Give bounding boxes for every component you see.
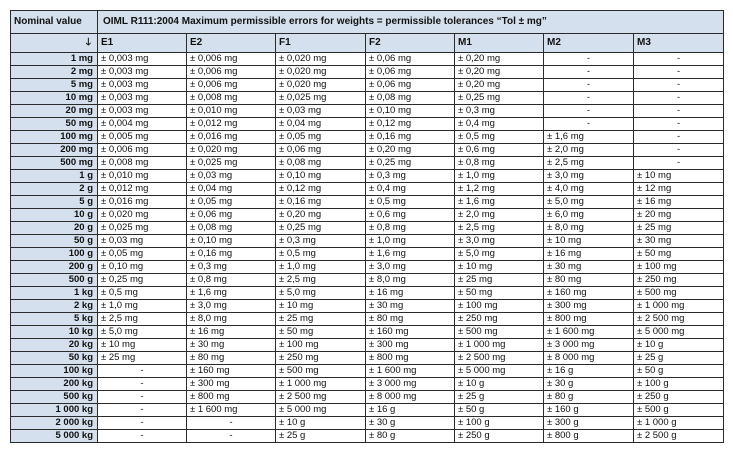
table-row [11,300,724,313]
tolerance-cell: ± 0,10 mg [276,170,366,183]
tolerance-cell: ± 2,0 mg [544,144,634,157]
tolerance-cell: ± 0,025 mg [98,222,187,235]
tolerance-cell: ± 20 mg [634,209,724,222]
tolerance-cell: ± 0,4 mg [366,183,455,196]
tolerance-cell: - [634,131,724,144]
tolerance-cell: - [544,66,634,79]
tolerance-cell: ± 10 mg [634,170,724,183]
tolerance-cell: ± 0,003 mg [98,66,187,79]
tolerance-cell: ± 0,003 mg [98,92,187,105]
tolerance-cell: ± 30 g [544,378,634,391]
table-row [11,261,724,274]
tolerance-table [10,10,724,443]
tolerance-cell: ± 160 mg [187,365,276,378]
tolerance-cell: ± 80 mg [187,352,276,365]
tolerance-cell: - [634,53,724,66]
table-row [11,209,724,222]
tolerance-cell: ± 2,5 mg [98,313,187,326]
table-row [11,53,724,66]
tolerance-cell: ± 5 000 mg [634,326,724,339]
tolerance-cell: ± 10 mg [98,339,187,352]
tolerance-cell: ± 0,20 mg [366,144,455,157]
tolerance-cell: ± 0,8 mg [366,222,455,235]
tolerance-cell: - [634,92,724,105]
nominal-value-cell: 20 mg [11,105,98,118]
table-row [11,313,724,326]
tolerance-table-container [10,10,724,443]
nominal-value-cell: 2 g [11,183,98,196]
nominal-value-cell: 100 g [11,248,98,261]
class-header-e2: E2 [187,34,276,53]
tolerance-cell: ± 10 mg [544,235,634,248]
table-row [11,118,724,131]
tolerance-cell: ± 2,5 mg [276,274,366,287]
tolerance-cell: - [544,105,634,118]
tolerance-cell: ± 0,05 mg [276,131,366,144]
tolerance-cell: ± 0,006 mg [187,79,276,92]
tolerance-cell: ± 0,16 mg [276,196,366,209]
tolerance-cell: ± 8 000 mg [366,391,455,404]
tolerance-cell: ± 0,03 mg [187,170,276,183]
tolerance-cell: ± 10 mg [276,300,366,313]
tolerance-cell: - [187,417,276,430]
tolerance-cell: ± 12 mg [634,183,724,196]
tolerance-cell: ± 0,16 mg [187,248,276,261]
tolerance-cell: ± 8,0 mg [187,313,276,326]
tolerance-cell: ± 25 g [276,430,366,443]
tolerance-cell: ± 300 mg [544,300,634,313]
nominal-value-cell: 100 kg [11,365,98,378]
table-row [11,183,724,196]
tolerance-cell: ± 0,003 mg [98,53,187,66]
tolerance-cell: ± 2,5 mg [544,157,634,170]
tolerance-cell: ± 2 500 mg [276,391,366,404]
tolerance-cell: ± 3,0 mg [544,170,634,183]
tolerance-cell: ± 1,6 mg [455,196,544,209]
class-header-m3: M3 [634,34,724,53]
tolerance-cell: ± 0,05 mg [187,196,276,209]
tolerance-cell: ± 500 mg [634,287,724,300]
tolerance-cell: ± 0,16 mg [366,131,455,144]
tolerance-cell: ± 800 mg [544,313,634,326]
tolerance-cell: ± 0,5 mg [98,287,187,300]
tolerance-cell: ± 0,5 mg [455,131,544,144]
tolerance-cell: ± 0,003 mg [98,105,187,118]
table-row [11,404,724,417]
table-row [11,326,724,339]
tolerance-cell: ± 16 mg [544,248,634,261]
tolerance-cell: ± 25 g [634,352,724,365]
table-row [11,378,724,391]
tolerance-cell: ± 800 mg [366,352,455,365]
tolerance-cell: ± 0,25 mg [366,157,455,170]
tolerance-cell: ± 0,08 mg [276,157,366,170]
tolerance-cell: ± 0,04 mg [187,183,276,196]
tolerance-cell: - [98,417,187,430]
table-title-row [11,11,724,34]
tolerance-cell: ± 10 g [634,339,724,352]
tolerance-cell: ± 160 mg [544,287,634,300]
table-row [11,417,724,430]
tolerance-cell: ± 0,5 mg [366,196,455,209]
tolerance-cell: ± 2,0 mg [455,209,544,222]
tolerance-cell: - [634,144,724,157]
tolerance-cell: ± 6,0 mg [544,209,634,222]
table-row [11,274,724,287]
tolerance-cell: ± 30 g [366,417,455,430]
tolerance-cell: ± 8,0 mg [366,274,455,287]
table-row [11,352,724,365]
tolerance-cell: ± 5,0 mg [455,248,544,261]
nominal-value-cell: 50 kg [11,352,98,365]
tolerance-cell: ± 0,8 mg [455,157,544,170]
tolerance-cell: ± 50 mg [634,248,724,261]
class-header-f1: F1 [276,34,366,53]
tolerance-cell: ± 1,0 mg [455,170,544,183]
table-row [11,196,724,209]
table-row [11,339,724,352]
tolerance-cell: - [544,53,634,66]
tolerance-cell: ± 0,10 mg [187,235,276,248]
tolerance-cell: ± 0,020 mg [276,66,366,79]
tolerance-cell: ± 160 g [544,404,634,417]
tolerance-cell: ± 16 mg [366,287,455,300]
nominal-value-cell: 20 kg [11,339,98,352]
tolerance-cell: ± 300 mg [366,339,455,352]
tolerance-cell: ± 3,0 mg [366,261,455,274]
table-row [11,105,724,118]
table-row [11,391,724,404]
tolerance-cell: ± 800 mg [187,391,276,404]
tolerance-cell: - [634,105,724,118]
tolerance-cell: ± 0,20 mg [455,66,544,79]
table-body [11,53,724,443]
tolerance-cell: - [634,157,724,170]
tolerance-cell: ± 3 000 mg [544,339,634,352]
tolerance-cell: ± 0,008 mg [187,92,276,105]
nominal-value-cell: 2 mg [11,66,98,79]
tolerance-cell: ± 1,6 mg [187,287,276,300]
tolerance-cell: ± 0,020 mg [98,209,187,222]
tolerance-cell: ± 0,25 mg [455,92,544,105]
nominal-value-cell: 100 mg [11,131,98,144]
tolerance-cell: ± 500 mg [455,326,544,339]
tolerance-cell: ± 2 500 g [634,430,724,443]
tolerance-cell: ± 250 mg [455,313,544,326]
class-header-m2: M2 [544,34,634,53]
tolerance-cell: ± 1 000 mg [455,339,544,352]
tolerance-cell: ± 0,012 mg [187,118,276,131]
tolerance-cell: ± 0,5 mg [276,248,366,261]
table-row [11,222,724,235]
tolerance-cell: ± 500 g [634,404,724,417]
tolerance-cell: - [98,391,187,404]
tolerance-cell: ± 0,004 mg [98,118,187,131]
nominal-value-cell: 5 000 kg [11,430,98,443]
nominal-value-cell: 1 mg [11,53,98,66]
tolerance-cell: ± 1 600 mg [187,404,276,417]
arrow-down-icon: 🡓 [11,34,98,53]
tolerance-cell: - [634,66,724,79]
tolerance-cell: ± 5,0 mg [98,326,187,339]
tolerance-cell: ± 1,6 mg [366,248,455,261]
table-row [11,79,724,92]
tolerance-cell: ± 30 mg [634,235,724,248]
tolerance-cell: ± 300 g [544,417,634,430]
nominal-value-cell: 1 g [11,170,98,183]
tolerance-cell: ± 0,05 mg [98,248,187,261]
tolerance-cell: ± 250 g [455,430,544,443]
tolerance-cell: ± 0,025 mg [187,157,276,170]
tolerance-cell: - [544,92,634,105]
table-row [11,430,724,443]
tolerance-cell: ± 80 g [366,430,455,443]
tolerance-cell: ± 1 000 mg [276,378,366,391]
tolerance-cell: ± 1 000 mg [634,300,724,313]
accuracy-class-header-row [11,34,724,53]
tolerance-cell: ± 0,006 mg [187,53,276,66]
tolerance-cell: ± 0,03 mg [98,235,187,248]
nominal-value-cell: 200 g [11,261,98,274]
tolerance-cell: - [544,79,634,92]
tolerance-cell: ± 0,010 mg [187,105,276,118]
tolerance-cell: ± 8 000 mg [544,352,634,365]
tolerance-cell: - [634,118,724,131]
tolerance-cell: ± 5,0 mg [544,196,634,209]
nominal-value-cell: 1 000 kg [11,404,98,417]
tolerance-cell: ± 0,020 mg [276,53,366,66]
nominal-value-header: Nominal value [11,11,98,34]
tolerance-cell: ± 50 mg [455,287,544,300]
table-row [11,157,724,170]
tolerance-cell: - [98,404,187,417]
tolerance-cell: ± 1,0 mg [276,261,366,274]
tolerance-cell: ± 2,5 mg [455,222,544,235]
table-row [11,170,724,183]
table-row [11,144,724,157]
tolerance-cell: ± 1,6 mg [544,131,634,144]
tolerance-cell: ± 0,25 mg [276,222,366,235]
nominal-value-cell: 10 g [11,209,98,222]
table-row [11,287,724,300]
tolerance-cell: ± 10 g [276,417,366,430]
tolerance-cell: ± 1,0 mg [98,300,187,313]
tolerance-cell: - [544,118,634,131]
class-header-f2: F2 [366,34,455,53]
tolerance-cell: ± 30 mg [544,261,634,274]
tolerance-cell: ± 2 500 mg [634,313,724,326]
tolerance-cell: ± 0,3 mg [276,235,366,248]
tolerance-cell: - [187,430,276,443]
table-row [11,235,724,248]
tolerance-cell: ± 0,10 mg [366,105,455,118]
tolerance-cell: ± 0,12 mg [366,118,455,131]
tolerance-cell: ± 8,0 mg [544,222,634,235]
table-row [11,365,724,378]
tolerance-cell: ± 0,25 mg [98,274,187,287]
tolerance-cell: ± 16 g [544,365,634,378]
nominal-value-cell: 50 g [11,235,98,248]
tolerance-cell: ± 0,003 mg [98,79,187,92]
tolerance-cell: ± 160 mg [366,326,455,339]
tolerance-cell: ± 0,6 mg [455,144,544,157]
tolerance-cell: ± 5 000 mg [276,404,366,417]
tolerance-cell: ± 5,0 mg [276,287,366,300]
tolerance-cell: ± 0,12 mg [276,183,366,196]
tolerance-cell: ± 25 mg [98,352,187,365]
tolerance-cell: ± 0,08 mg [187,222,276,235]
table-row [11,131,724,144]
tolerance-cell: ± 800 g [544,430,634,443]
tolerance-cell: ± 250 g [634,391,724,404]
nominal-value-cell: 2 kg [11,300,98,313]
tolerance-cell: ± 1 600 mg [544,326,634,339]
tolerance-cell: ± 0,04 mg [276,118,366,131]
tolerance-cell: ± 300 mg [187,378,276,391]
tolerance-cell: ± 0,020 mg [187,144,276,157]
table-title: OIML R111:2004 Maximum permissible errors for weights = permissible tolerances “Tol ± mg” [98,11,724,34]
tolerance-cell: - [98,430,187,443]
table-row [11,92,724,105]
tolerance-cell: ± 0,012 mg [98,183,187,196]
tolerance-cell: ± 1,2 mg [455,183,544,196]
tolerance-cell: ± 0,3 mg [455,105,544,118]
tolerance-cell: ± 3 000 mg [366,378,455,391]
class-header-m1: M1 [455,34,544,53]
nominal-value-cell: 5 mg [11,79,98,92]
nominal-value-cell: 20 g [11,222,98,235]
tolerance-cell: ± 0,06 mg [366,53,455,66]
tolerance-cell: ± 2 500 mg [455,352,544,365]
tolerance-cell: ± 25 mg [276,313,366,326]
tolerance-cell: ± 0,016 mg [98,196,187,209]
tolerance-cell: ± 3,0 mg [187,300,276,313]
nominal-value-cell: 500 kg [11,391,98,404]
tolerance-cell: ± 16 g [366,404,455,417]
tolerance-cell: ± 5 000 mg [455,365,544,378]
tolerance-cell: ± 25 mg [455,274,544,287]
tolerance-cell: ± 50 mg [276,326,366,339]
tolerance-cell: ± 0,03 mg [276,105,366,118]
tolerance-cell: ± 0,6 mg [366,209,455,222]
nominal-value-cell: 200 mg [11,144,98,157]
tolerance-cell: ± 80 mg [366,313,455,326]
tolerance-cell: ± 25 mg [634,222,724,235]
tolerance-cell: ± 0,025 mg [276,92,366,105]
tolerance-cell: ± 10 mg [455,261,544,274]
tolerance-cell: ± 0,8 mg [187,274,276,287]
nominal-value-cell: 5 g [11,196,98,209]
tolerance-cell: ± 0,06 mg [366,66,455,79]
tolerance-cell: ± 25 g [455,391,544,404]
tolerance-cell: ± 1 600 mg [366,365,455,378]
tolerance-cell: ± 100 g [634,378,724,391]
tolerance-cell: ± 0,20 mg [276,209,366,222]
tolerance-cell: ± 80 mg [544,274,634,287]
class-header-e1: E1 [98,34,187,53]
tolerance-cell: ± 0,06 mg [187,209,276,222]
nominal-value-cell: 500 g [11,274,98,287]
nominal-value-cell: 10 kg [11,326,98,339]
nominal-value-cell: 1 kg [11,287,98,300]
table-row [11,66,724,79]
tolerance-cell: ± 0,08 mg [366,92,455,105]
tolerance-cell: - [634,79,724,92]
tolerance-cell: ± 80 g [544,391,634,404]
tolerance-cell: - [98,378,187,391]
tolerance-cell: ± 100 g [455,417,544,430]
nominal-value-cell: 200 kg [11,378,98,391]
tolerance-cell: ± 1,0 mg [366,235,455,248]
tolerance-cell: ± 1 000 g [634,417,724,430]
nominal-value-cell: 5 kg [11,313,98,326]
tolerance-cell: ± 50 g [455,404,544,417]
nominal-value-cell: 500 mg [11,157,98,170]
tolerance-cell: ± 100 mg [276,339,366,352]
tolerance-cell: ± 0,010 mg [98,170,187,183]
tolerance-cell: ± 0,3 mg [187,261,276,274]
tolerance-cell: ± 0,20 mg [455,79,544,92]
tolerance-cell: ± 16 mg [187,326,276,339]
tolerance-cell: ± 50 g [634,365,724,378]
table-row [11,248,724,261]
tolerance-cell: ± 0,006 mg [187,66,276,79]
tolerance-cell: ± 100 mg [634,261,724,274]
tolerance-cell: ± 0,06 mg [276,144,366,157]
tolerance-cell: ± 3,0 mg [455,235,544,248]
tolerance-cell: - [98,365,187,378]
tolerance-cell: ± 250 mg [276,352,366,365]
tolerance-cell: ± 100 mg [455,300,544,313]
nominal-value-cell: 2 000 kg [11,417,98,430]
tolerance-cell: ± 30 mg [366,300,455,313]
tolerance-cell: ± 0,10 mg [98,261,187,274]
tolerance-cell: ± 30 mg [187,339,276,352]
tolerance-cell: ± 0,3 mg [366,170,455,183]
tolerance-cell: ± 16 mg [634,196,724,209]
tolerance-cell: ± 0,20 mg [455,53,544,66]
tolerance-cell: ± 0,016 mg [187,131,276,144]
tolerance-cell: ± 0,06 mg [366,79,455,92]
tolerance-cell: ± 500 mg [276,365,366,378]
tolerance-cell: ± 250 mg [634,274,724,287]
tolerance-cell: ± 4,0 mg [544,183,634,196]
tolerance-cell: ± 10 g [455,378,544,391]
nominal-value-cell: 50 mg [11,118,98,131]
tolerance-cell: ± 0,006 mg [98,144,187,157]
nominal-value-cell: 10 mg [11,92,98,105]
tolerance-cell: ± 0,020 mg [276,79,366,92]
tolerance-cell: ± 0,008 mg [98,157,187,170]
tolerance-cell: ± 0,005 mg [98,131,187,144]
tolerance-cell: ± 0,4 mg [455,118,544,131]
